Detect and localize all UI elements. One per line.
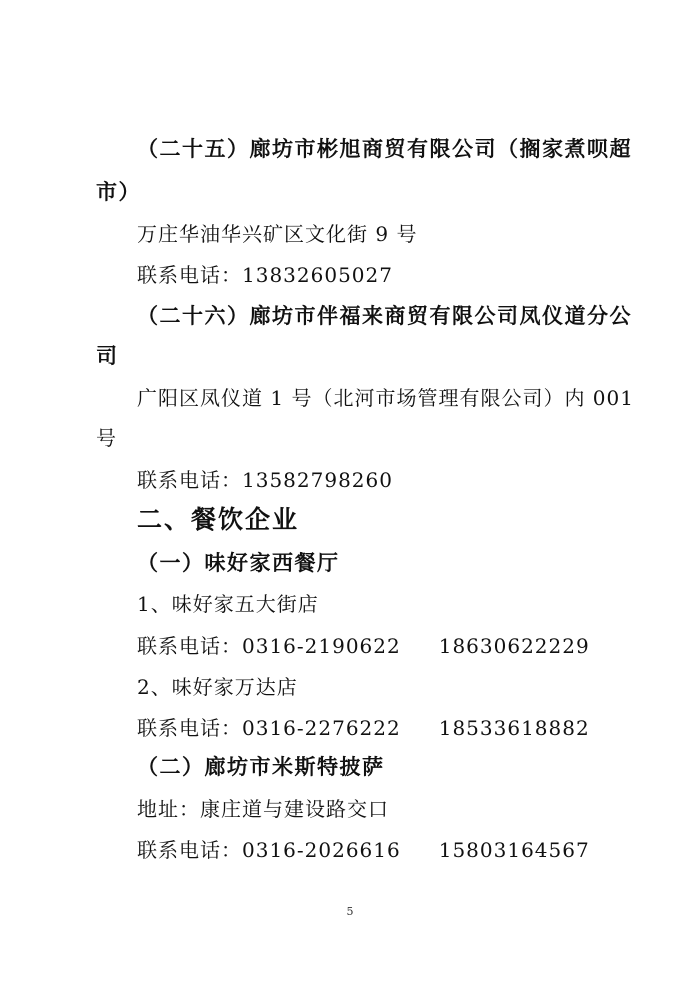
store-2-phone-primary: 联系电话：0316-2276222 — [137, 716, 401, 740]
section-26-phone: 联系电话：13582798260 — [137, 468, 393, 492]
section-25-phone: 联系电话：13832605027 — [137, 263, 393, 287]
section-26-title: （二十六）廊坊市伴福来商贸有限公司凤仪道分公 — [137, 303, 632, 328]
subsection-2-phone-primary: 联系电话：0316-2026616 — [137, 838, 401, 862]
section-25-title-cont: 市） — [96, 179, 141, 204]
subsection-2-address: 地址：康庄道与建设路交口 — [137, 797, 389, 821]
store-1-phone — [137, 636, 614, 656]
store-2-phone — [137, 718, 614, 738]
section-26-address: 广阳区凤仪道 1 号（北河市场管理有限公司）内 001 — [137, 386, 634, 410]
category-heading: 二、餐饮企业 — [137, 505, 300, 534]
store-2-name: 2、味好家万达店 — [137, 675, 298, 699]
section-25-address: 万庄华油华兴矿区文化街 9 号 — [137, 222, 418, 246]
section-26-title-cont: 司 — [96, 343, 119, 368]
page-number: 5 — [346, 905, 354, 918]
store-1-phone-mobile: 18630622229 — [438, 634, 590, 658]
subsection-1-title: （一）味好家西餐厅 — [137, 550, 340, 575]
store-2-phone-mobile: 18533618882 — [438, 716, 590, 740]
subsection-2-phone-mobile: 15803164567 — [438, 838, 590, 862]
subsection-2-phone — [137, 840, 614, 860]
section-25-title: （二十五）廊坊市彬旭商贸有限公司（搁家煮呗超 — [137, 136, 632, 161]
section-26-address-cont: 号 — [96, 426, 117, 450]
store-1-phone-primary: 联系电话：0316-2190622 — [137, 634, 401, 658]
subsection-2-title: （二）廊坊市米斯特披萨 — [137, 754, 385, 779]
store-1-name: 1、味好家五大街店 — [137, 592, 319, 616]
